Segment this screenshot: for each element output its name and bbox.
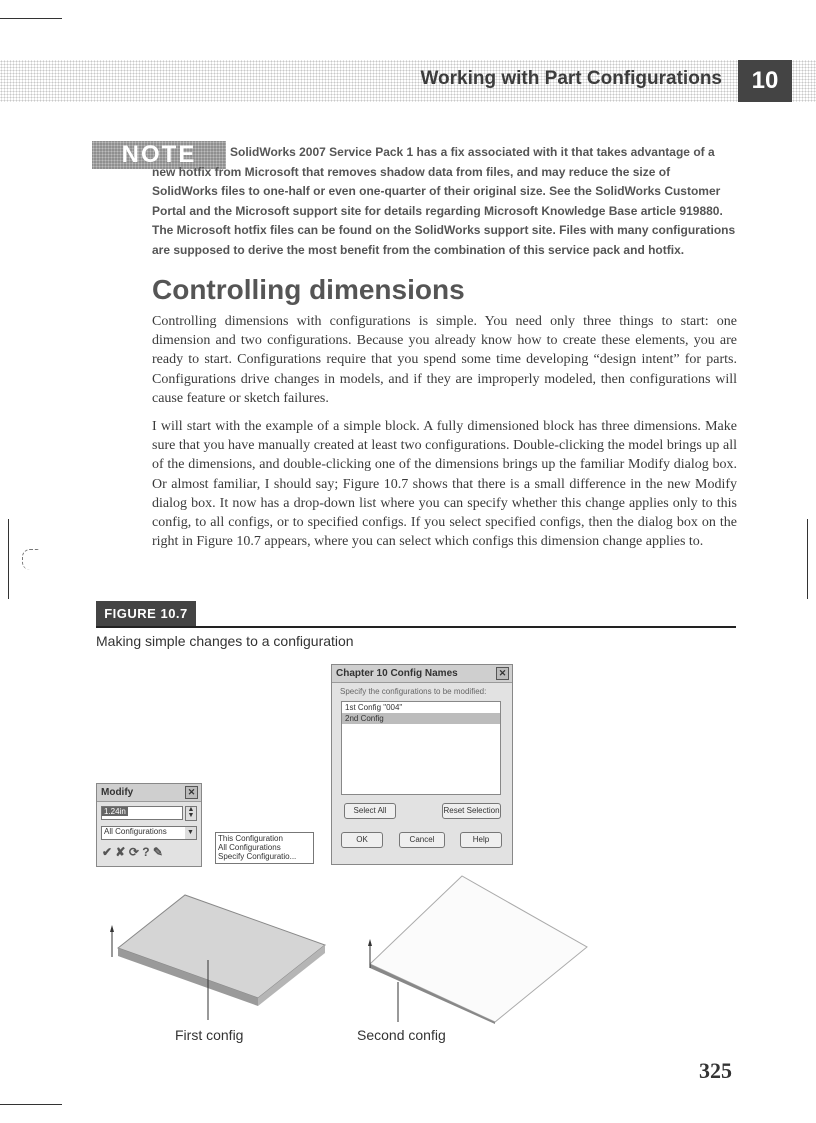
crop-mark [8, 519, 9, 599]
page-number: 325 [699, 1058, 732, 1083]
dialog-title-bar [97, 784, 201, 802]
cancel-button[interactable]: Cancel [399, 832, 445, 848]
chevron-down-icon: ▼ [185, 827, 196, 839]
list-item[interactable]: Specify Configuratio... [218, 852, 297, 861]
second-config-label: Second config [357, 1027, 446, 1043]
chapter-number: 10 [738, 60, 792, 102]
running-header [0, 60, 816, 102]
config-prompt: Specify the configurations to be modified: [340, 687, 487, 696]
help-button[interactable]: Help [460, 832, 502, 848]
select-all-button[interactable]: Select All [344, 803, 396, 819]
dialog-title-bar [332, 665, 512, 683]
scope-dropdown-list [215, 832, 314, 864]
list-item[interactable]: This Configuration [218, 834, 283, 843]
figure-caption: Making simple changes to a configuration [96, 633, 354, 649]
crop-mark [0, 18, 62, 19]
cancel-x-icon[interactable]: ✘ [115, 845, 126, 859]
dialog-title: Chapter 10 Config Names [336, 668, 458, 679]
chapter-title: Working with Part Configurations [420, 68, 722, 89]
registration-mark [22, 549, 39, 570]
dialog-title: Modify [101, 787, 134, 798]
list-item[interactable]: 2nd Config [342, 713, 500, 724]
scope-select[interactable] [101, 826, 197, 840]
spin-arrows-icon[interactable]: ▲ ▼ [185, 806, 197, 821]
ok-button[interactable]: OK [341, 832, 383, 848]
crop-mark [807, 519, 808, 599]
close-icon[interactable]: ✕ [185, 786, 198, 799]
first-config-label: First config [175, 1027, 244, 1043]
note-badge: NOTE [92, 141, 226, 169]
section-heading: Controlling dimensions [152, 274, 465, 305]
body-paragraph: Controlling dimensions with configurations is simple. You need only three things to start: one dimension and two configurations. Because you already know how to create these elements, you are ready to start. Configurations require that you spend some time developing “design intent” for parts. Configurations drive changes in models, and if they are improperly modeled, then configurations will cause feature or sketch failures. [152, 314, 737, 406]
figure-rule [96, 626, 736, 628]
modify-toolbar [102, 845, 163, 859]
value-input[interactable] [101, 806, 183, 820]
value-text: 1.24in [104, 807, 126, 816]
note-text: SolidWorks 2007 Service Pack 1 has a fix associated with it that takes advantage of a new hotfix from Microsoft that removes shadow data from files, and may reduce the size of SolidWorks files to one-half or even one-quarter of their original size. See the SolidWorks Customer Portal and the Microsoft support site for details regarding Microsoft Knowledge Base article 919880. The Microsoft hotfix files can be found on the SolidWorks support site. Files with many configurations are supposed to derive the most benefit from the combination of this service pack and hotfix. [152, 145, 736, 257]
rebuild-icon[interactable]: ⟳ [128, 845, 139, 859]
mark-dimension-icon[interactable]: ✎ [152, 845, 163, 859]
list-item[interactable]: All Configurations [218, 843, 281, 852]
check-icon[interactable]: ✔ [102, 845, 113, 859]
reset-selection-button[interactable]: Reset Selection [442, 803, 501, 819]
scope-value: All Configurations [104, 827, 167, 836]
second-config-illustration [362, 872, 602, 1024]
crop-mark [0, 1104, 62, 1105]
first-config-illustration [100, 890, 340, 1020]
list-item[interactable]: 1st Config "004" [345, 703, 403, 712]
modify-dialog [96, 783, 202, 867]
config-names-dialog [331, 664, 513, 865]
help-icon[interactable]: ? [142, 845, 150, 859]
config-list[interactable] [341, 701, 501, 795]
body-paragraph: I will start with the example of a simple block. A fully dimensioned block has three dimensions. Make sure that you have manually created at least two configurations. Double-clicking the model brings up all of the dimensions, and double-clicking one of the dimensions brings up the familiar Modify dialog box. Or almost familiar, I should say; Figure 10.7 shows that there is a small difference in the new Modify dialog box. It now has a drop-down list where you can specify whether this change applies only to this config, to all configs, or to specified configs. If you select specified configs, then the dialog box on the right in Figure 10.7 appears, where you can select which configs this dimension change applies to. [152, 419, 737, 550]
close-icon[interactable]: ✕ [496, 667, 509, 680]
figure-badge: FIGURE 10.7 [96, 601, 196, 626]
